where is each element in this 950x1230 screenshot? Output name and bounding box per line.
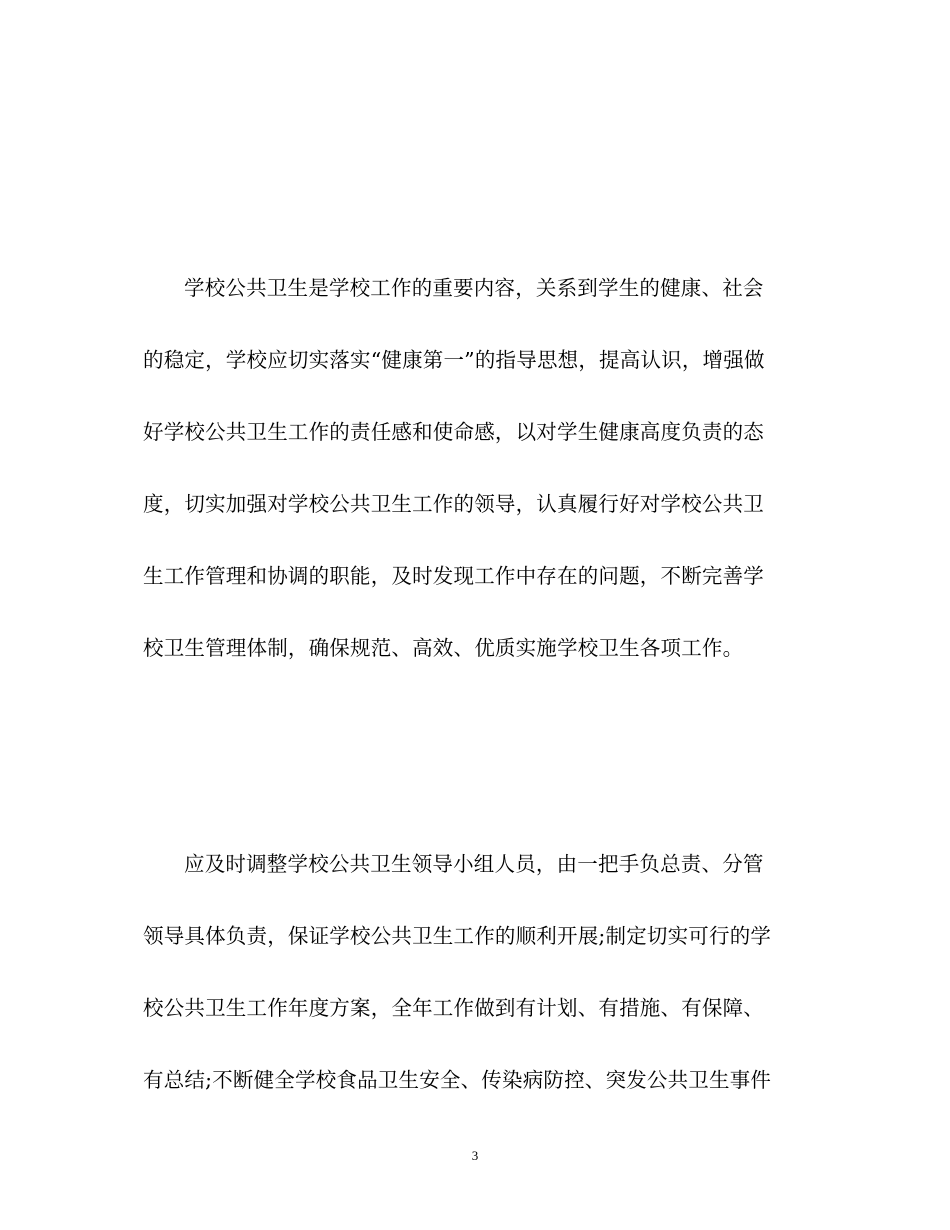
paragraph-line: 领导具体负责，保证学校公共卫生工作的顺利开展;制定切实可行的学 [143,924,772,948]
paragraph-1 [143,266,823,698]
paragraph-line: 的稳定，学校应切实落实“健康第一”的指导思想，提高认识，增强做 [143,348,765,372]
paragraph-line: 生工作管理和协调的职能，及时发现工作中存在的问题，不断完善学 [143,564,764,588]
paragraph-2 [143,842,823,1130]
paragraph-line: 度，切实加强对学校公共卫生工作的领导，认真履行好对学校公共卫 [143,492,764,516]
paragraph-line: 校公共卫生工作年度方案，全年工作做到有计划、有措施、有保障、 [143,996,764,1020]
paragraph-line: 学校公共卫生是学校工作的重要内容，关系到学生的健康、社会 [184,276,764,300]
paragraph-line: 应及时调整学校公共卫生领导小组人员，由一把手负总责、分管 [184,852,764,876]
paragraph-line: 有总结;不断健全学校食品卫生安全、传染病防控、突发公共卫生事件 [143,1068,772,1092]
paragraph-line: 校卫生管理体制，确保规范、高效、优质实施学校卫生各项工作。 [143,636,744,660]
paragraph-line: 好学校公共卫生工作的责任感和使命感，以对学生健康高度负责的态 [143,420,764,444]
page-number: 3 [471,1148,479,1163]
